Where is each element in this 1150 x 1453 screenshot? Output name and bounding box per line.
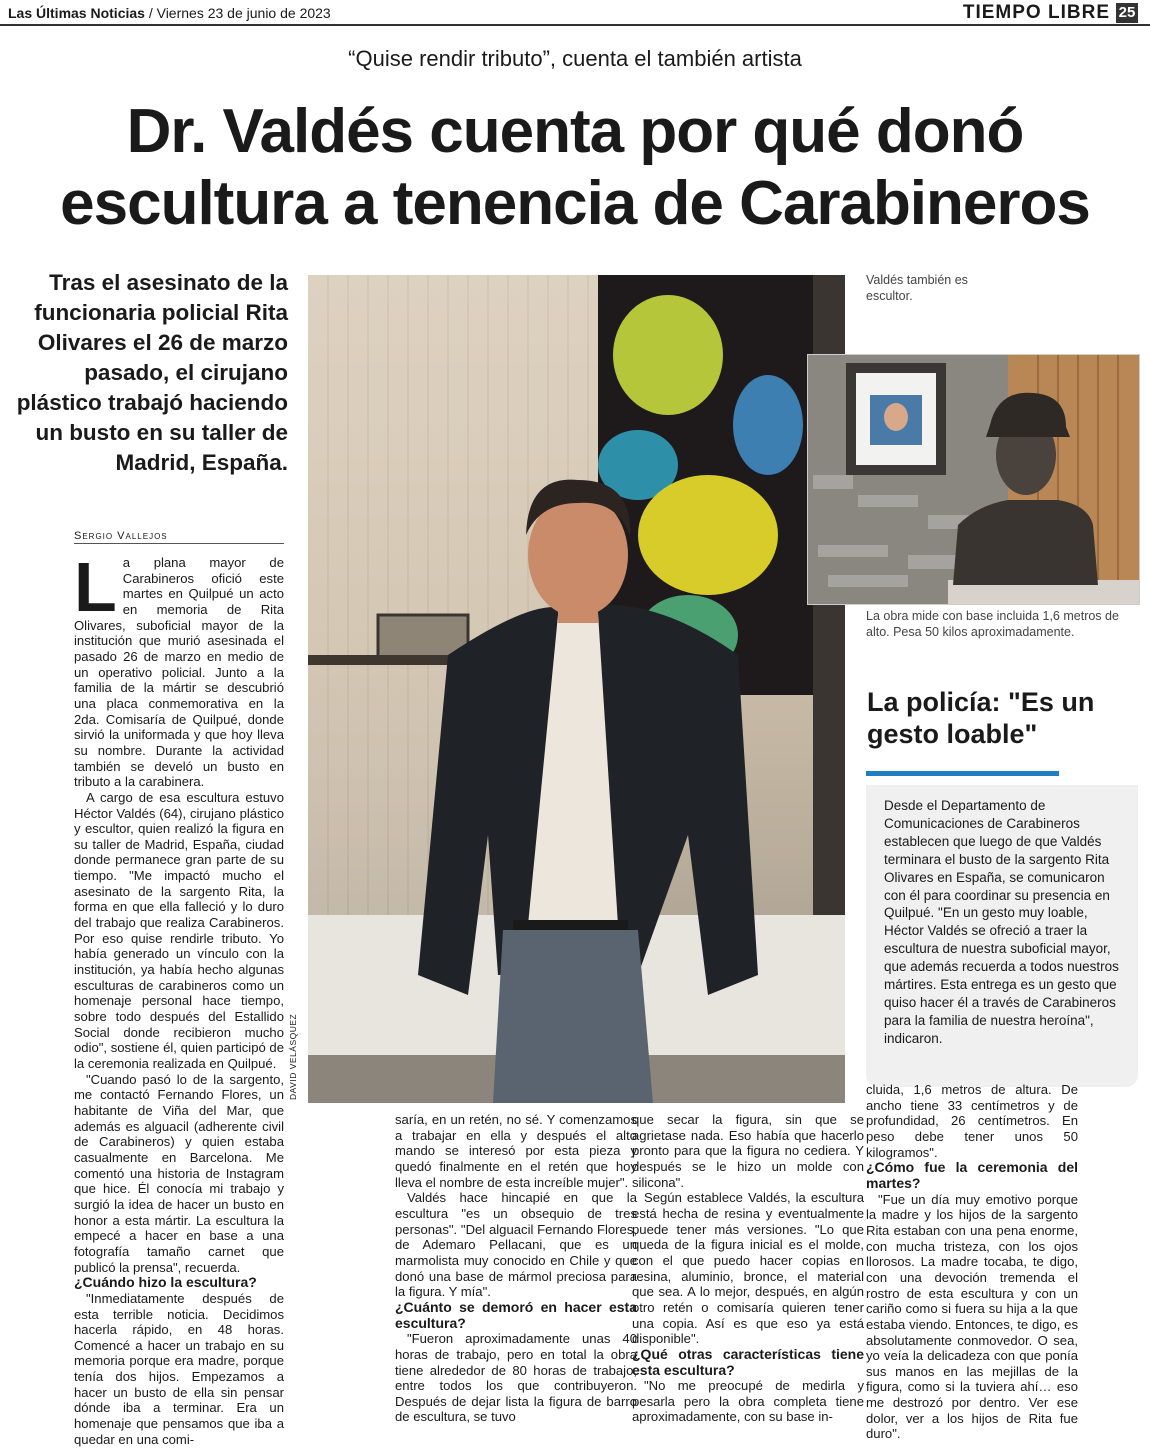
lead-paragraph: Tras el asesinato de la funcionaria policial Rita Olivares el 26 de marzo pasado, el cirujano plástico trabajó haciendo un busto en su taller de Madrid, España.: [16, 270, 288, 475]
question-heading: ¿Cuánto se demoró en hacer esta escultura?: [395, 1298, 637, 1331]
headline: [0, 96, 1150, 240]
paragraph: "Fueron aproximadamente unas 40 horas de trabajo, pero en total la obra tiene alrededor de 80 horas de trabajo, entre todos los que contribuyeron. Después de dejar lista la figura de barro de escultura, se tuvo: [395, 1331, 637, 1425]
caption-sculptor: Valdés también es escultor.: [866, 273, 968, 303]
article-column-3: [632, 1112, 864, 1448]
question-heading: ¿Cuándo hizo la escultura?: [74, 1274, 257, 1291]
page-number: 25: [1116, 3, 1138, 23]
paragraph: "Fue un día muy emotivo porque la madre y los hijos de la sargento Rita estaban con una pena enorme, con mucha tristeza, con los ojos llorosos. La madre tocaba, te digo, con una devoción tremenda el rostro de esta escultura y con un cariño como si fuera su hija a la que estaba viendo. Entonces, te digo, es absolutamente conmovedor. O sea, yo veía la delicadeza con que ponía sus manos en las mejillas de la figura, como si la tuviera ahí… eso me destrozó por dentro. Ver ese dolor, ver a los hijos de Rita fue duro".: [866, 1191, 1078, 1442]
sidebar-rule: [866, 771, 1059, 776]
sculpture-illustration: [808, 355, 1139, 604]
paragraph: A cargo de esa escultura estuvo Héctor Valdés (64), cirujano plástico y escultor, quien realizó la figura en su taller de Madrid, España, ciudad donde permanece gran parte de su tiempo. "Me impactó mucho el asesinato de la sargento Rita, la forma en que ella falleció y lo duro del trabajo que realiza Carabineros. Por eso quise rendirle tributo. Yo había generado un vínculo con la institución, ya había hecho algunas esculturas de carabineros como un homenaje personal hace tiempo, sobre todo después del Estallido Social donde recibieron mucho odio", sostiene él, quien participó de la ceremonia realizada en Quilpué.: [74, 789, 284, 1071]
paragraph: "Cuando pasó lo de la sargento, me contactó Fernando Flores, un habitante de Viña del Mar, que además es alguacil (adherente civil de Carabineros) y quien estaba casualmente en Barcelona. Me comentó una historia de Instagram que hice. Él conocía mi trabajo y surgió la idea de hacer un busto en honor a esta mártir. La escultura la empecé a hacer en base a una fotografía tamaño carnet que publicó la prensa", recuerda.: [74, 1071, 284, 1275]
caption-sculpture: La obra mide con base incluida 1,6 metros de alto. Pesa 50 kilos aproximadamente.: [866, 609, 1119, 639]
photo-credit: DAVID VELÁSQUEZ: [288, 1013, 298, 1100]
sculpture-photo: [807, 354, 1140, 605]
question-heading: ¿Qué otras características tiene esta escultura?: [632, 1345, 864, 1378]
newspaper-name: Las Últimas Noticias: [8, 5, 145, 21]
paragraph: saría, en un retén, no sé. Y comenzamos a trabajar en ella y después el alto mando se interesó por esta pieza y quedó finalmente en el retén que hoy lleva el nombre de esta increíble mujer".: [395, 1112, 637, 1190]
masthead: [8, 5, 331, 21]
question-heading: ¿Cómo fue la ceremonia del martes?: [866, 1159, 1078, 1191]
portrait-illustration: [308, 275, 845, 1103]
paragraph: La plana mayor de Carabineros ofició este martes en Quilpué un acto en memoria de Rita Olivares, suboficial mayor de la institución que murió asesinada el pasado 26 de marzo en medio de un operativo policial. Junto a la familia de la mártir se descubrió una placa conmemorativa en la 2da. Comisaría de Quilpué, donde sirvió la uniformada y que hoy lleva su nombre. Durante la actividad también se develó un busto en tributo a la carabinera.: [74, 555, 284, 790]
paragraph: que secar la figura, sin que se agrietase nada. Eso había que hacerlo pronto para que la figura no cediera. Y después se le hizo un molde con silicona".: [632, 1112, 864, 1190]
byline: Sergio Vallejos: [74, 530, 284, 544]
drop-cap: L: [74, 555, 117, 626]
headline-line-2: escultura a tenencia de Carabineros: [60, 169, 1090, 238]
sidebar-text: Desde el Departamento de Comunicaciones de Carabineros establecen que luego de que Valdés terminara el busto de la sargento Rita Olivares en España, se comunicaron con él para coordinar su presencia en Quilpué. "En un gesto muy loable, Héctor Valdés se ofreció a traer la escultura de nuestra suboficial mayor, que además recuerda a todos nuestros mártires. Esta entrega es un gesto que quiso hacer él a través de Carabineros para la familia de nuestra heroína", indicaron.: [884, 798, 1119, 1046]
paragraph: Según establece Valdés, la escultura está hecha de resina y eventualmente puede tener más versiones. "Lo que queda de la figura inicial es el molde, con el que puedo hacer copias en resina, aluminio, bronce, el material que sea. A lo mejor, después, en algún otro retén o comisaría quieren tener una copia. Así es que eso ya está disponible".: [632, 1190, 864, 1347]
section-label: TIEMPO LIBRE: [962, 2, 1110, 23]
headline-line-1: Dr. Valdés cuenta por qué donó: [126, 97, 1024, 166]
article-column-4: [866, 1082, 1078, 1448]
masthead-rule: [0, 24, 1150, 26]
kicker: “Quise rendir tributo”, cuenta el también artista: [348, 46, 802, 71]
paragraph: cluida, 1,6 metros de altura. De ancho tiene 33 centímetros y de profundidad, 26 centímetros. En peso debe tener unos 50 kilogramos".: [866, 1082, 1078, 1160]
issue-date: / Viernes 23 de junio de 2023: [148, 5, 331, 21]
main-photo: [308, 275, 845, 1103]
article-column-2: [395, 1112, 637, 1448]
paragraph: "No me preocupé de medirla y pesarla pero la obra completa tiene aproximadamente, con su base in-: [632, 1378, 864, 1425]
paragraph: Valdés hace hincapié en que la escultura "es un obsequio de tres personas". "Del alguacil Fernando Flores, de Ademaro Pellacani, que es un marmolista muy conocido en Chile y que donó una base de mármol preciosa para la figura. Y mía".: [395, 1190, 637, 1300]
article-column-1: [74, 555, 284, 1447]
sidebar-title: La policía: "Es un gesto loable": [867, 687, 1095, 749]
paragraph: "Inmediatamente después de esta terrible noticia. Decidimos hacerla rápido, en 48 horas. Comencé a hacer un trabajo en su memoria porque era madre, porque tenía dos hijos. Empezamos a hacer un busto de ella sin pensar dónde iba a terminar. Era un homenaje que pensamos que iba a quedar en una comi-: [74, 1290, 284, 1447]
